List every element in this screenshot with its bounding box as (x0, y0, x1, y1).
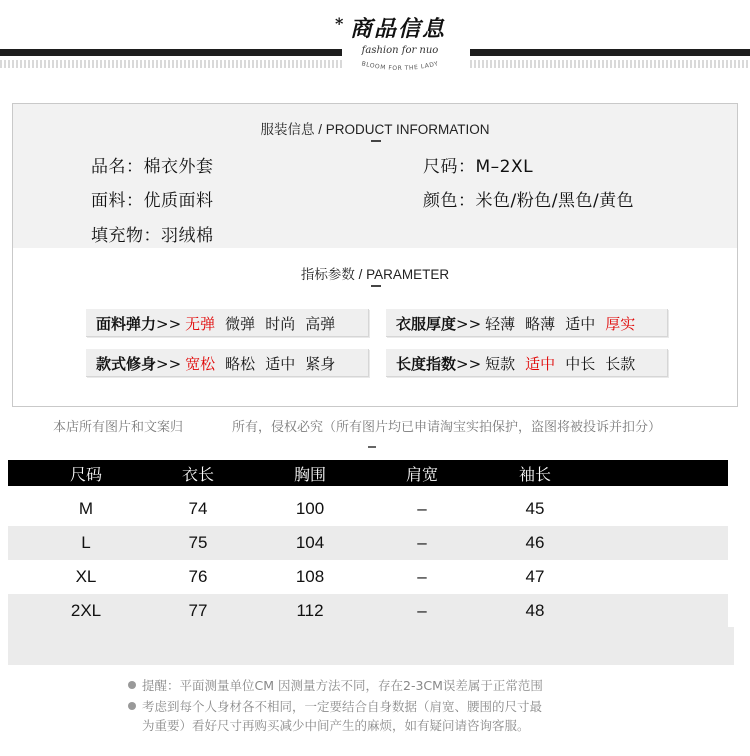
table-row (8, 594, 728, 628)
param-option: 时尚 (265, 315, 296, 333)
header-dotted-rule-right (470, 60, 750, 68)
copyright-notice (0, 416, 750, 436)
cell-size: L (81, 533, 91, 552)
cell-size: XL (75, 567, 97, 586)
product-fabric: 面料：优质面料 (91, 191, 214, 211)
param-arrow: >> (456, 355, 482, 373)
header-tagline (350, 61, 450, 73)
table-row (8, 492, 728, 526)
parameter-heading: 指标参数 / PARAMETER (300, 267, 450, 282)
product-info-section (13, 104, 737, 248)
note-measurement-text: 提醒：平面测量单位CM 因测量方法不同，存在2-3CM误差属于正常范围 (142, 678, 543, 693)
header-subtitle: fashion for nuo (361, 45, 439, 56)
param-option-selected: 适中 (525, 355, 556, 373)
cell-bust: 100 (295, 499, 325, 518)
cell-length: 75 (188, 533, 208, 552)
param-option: 略松 (225, 355, 256, 373)
cell-bust: 112 (296, 601, 324, 620)
param-arrow: >> (156, 315, 182, 333)
param-option: 紧身 (305, 355, 336, 373)
cell-length: 76 (188, 567, 208, 586)
param-label: 衣服厚度 (396, 315, 457, 333)
header-tagline-text: BLOOM FOR THE LADY (360, 61, 440, 73)
table-row (8, 560, 728, 594)
product-filling: 填充物：羽绒棉 (91, 226, 214, 246)
param-option: 适中 (265, 355, 296, 373)
note-measurement (128, 676, 543, 694)
product-size-range: 尺码：M–2XL (423, 157, 534, 177)
copyright-text-2: 所有，侵权必究（所有图片均已申请淘宝实拍保护，盗图将被投诉并扣分） (232, 420, 662, 435)
header-length: 衣长 (181, 464, 214, 484)
param-option-selected: 厚实 (605, 315, 636, 333)
cell-bust: 104 (295, 533, 325, 552)
cell-length: 77 (188, 601, 208, 620)
param-fit (86, 349, 369, 377)
product-colors: 颜色：米色/粉色/黑色/黄色 (423, 191, 635, 211)
note-body-size (128, 697, 542, 715)
header-sleeve: 袖长 (518, 464, 551, 484)
param-label: 面料弹力 (96, 315, 157, 333)
cell-length: 74 (188, 499, 208, 518)
param-option: 略薄 (525, 315, 556, 333)
cell-size: 2XL (70, 601, 102, 620)
cell-bust: 108 (295, 567, 325, 586)
param-option: 轻薄 (485, 315, 516, 333)
cell-shoulder: – (417, 533, 427, 552)
cell-sleeve: 46 (525, 533, 545, 552)
cell-sleeve: 47 (525, 567, 545, 586)
copyright-text-1: 本店所有图片和文案归 (53, 420, 184, 435)
note-body-size-line2: 为重要）看好尺寸再购买减少中间产生的麻烦，如有疑问请咨询客服。 (142, 718, 530, 733)
param-arrow: >> (156, 355, 182, 373)
product-info-heading-dash (371, 140, 381, 142)
header-dotted-rule-left (0, 60, 342, 68)
header-shoulder: 肩宽 (405, 464, 438, 484)
product-info-box (12, 103, 738, 407)
cell-shoulder: – (417, 567, 427, 586)
cell-size: M (78, 499, 94, 518)
param-option: 微弹 (225, 315, 256, 333)
note-body-size-line1: 考虑到每个人身材各不相同，一定要结合自身数据（肩宽、腰围的尺寸最 (142, 699, 543, 714)
header-size: 尺码 (69, 464, 102, 484)
cell-sleeve: 45 (525, 499, 545, 518)
param-option: 高弹 (305, 315, 336, 333)
product-name: 品名：棉衣外套 (91, 157, 214, 177)
page-title: 商品信息 (350, 16, 447, 42)
cell-shoulder: – (417, 601, 427, 620)
parameter-heading-dash (371, 285, 381, 287)
param-label: 款式修身 (96, 355, 157, 373)
page-header (0, 0, 750, 90)
param-option: 中长 (565, 355, 596, 373)
param-label: 长度指数 (396, 355, 457, 373)
header-rule-right (470, 49, 750, 56)
size-table-header (8, 460, 728, 486)
param-length (386, 349, 668, 377)
header-star: * (335, 14, 344, 33)
param-fabric-elasticity (86, 309, 369, 337)
svg-text:BLOOM FOR THE LADY (361, 61, 439, 72)
header-bust: 胸围 (293, 464, 326, 484)
header-rule-left (0, 49, 342, 56)
param-option: 短款 (485, 355, 516, 373)
param-option-selected: 宽松 (185, 355, 216, 373)
cell-sleeve: 48 (525, 601, 545, 620)
param-option-selected: 无弹 (185, 315, 216, 333)
param-arrow: >> (456, 315, 482, 333)
copyright-dash (368, 446, 376, 448)
table-row (8, 526, 728, 560)
bullet-icon (128, 681, 136, 689)
param-option: 适中 (565, 315, 596, 333)
size-table-empty-row (8, 627, 734, 665)
bullet-icon (128, 702, 136, 710)
note-body-size-cont (142, 716, 530, 734)
cell-shoulder: – (417, 499, 427, 518)
product-info-heading: 服装信息 / PRODUCT INFORMATION (260, 122, 490, 137)
param-option: 长款 (605, 355, 636, 373)
param-thickness (386, 309, 668, 337)
